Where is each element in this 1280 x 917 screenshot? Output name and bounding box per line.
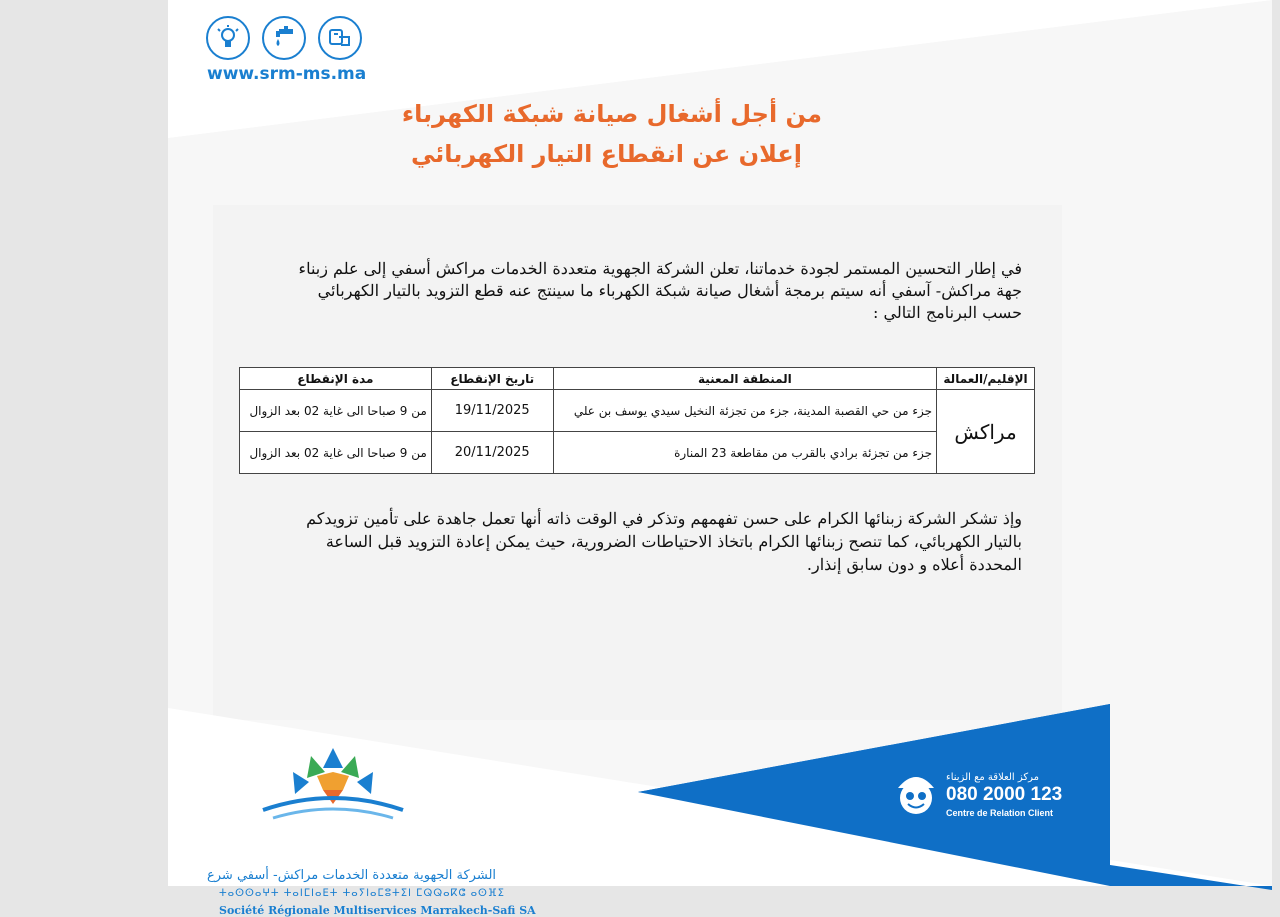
company-logo xyxy=(193,742,536,917)
call-center-block xyxy=(888,762,1088,832)
duration-cell: من 9 صباحا الى غاية 02 بعد الزوال xyxy=(240,390,432,432)
announcement-subtitle: إعلان عن انقطاع التيار الكهربائي xyxy=(411,140,802,168)
intro-line: في إطار التحسين المستمر لجودة خدماتنا، تعلن الشركة الجهوية متعددة الخدمات مراكش أسفي إلى علم زبناء xyxy=(298,259,1022,278)
closing-line: المحددة أعلاه و دون سابق إنذار. xyxy=(806,555,1022,574)
closing-line: وإذ تشكر الشركة زبنائها الكرام على حسن تفهمهم وتذكر في الوقت ذاته أنها تعمل جاهدة على تأمين تزويدكم xyxy=(306,509,1022,528)
closing-line: بالتيار الكهربائي، كما تنصح زبنائها الكرام باتخاذ الاحتياطات الضرورية، حيث يمكن إعادة التزويد قبل الساعة xyxy=(325,532,1022,551)
announcement-sheet xyxy=(168,0,1272,917)
lightbulb-icon xyxy=(206,16,250,60)
website-link[interactable]: www.srm-ms.ma xyxy=(207,64,367,84)
logo-emblem-icon xyxy=(253,746,413,836)
header-area: المنطقة المعنية xyxy=(553,368,936,390)
footer-band xyxy=(168,700,1272,917)
outage-schedule-table xyxy=(239,367,1035,474)
date-cell: 20/11/2025 xyxy=(431,432,553,474)
table-row xyxy=(240,390,1035,432)
call-center-label-french: Centre de Relation Client xyxy=(946,808,1054,818)
closing-paragraph xyxy=(222,507,1022,576)
company-name-arabic: الشركة الجهوية متعددة الخدمات مراكش- أسفي شرع xyxy=(207,868,497,883)
table-row xyxy=(240,432,1035,474)
call-center-label-arabic: مركز العلاقة مع الزبناء xyxy=(946,772,1040,783)
area-cell: جزء من حي القصبة المدينة، جزء من تجزئة النخيل سيدي يوسف بن علي xyxy=(553,390,936,432)
intro-paragraph xyxy=(242,258,1022,324)
company-name-french: Société Régionale Multiservices Marrakech-Safi SA xyxy=(219,904,536,917)
intro-line: حسب البرنامج التالي : xyxy=(873,303,1022,322)
date-cell: 19/11/2025 xyxy=(431,390,553,432)
content-panel xyxy=(213,205,1062,720)
area-cell: جزء من تجزئة برادي بالقرب من مقاطعة 23 المنارة xyxy=(553,432,936,474)
call-center-mascot-icon xyxy=(890,766,942,822)
service-icons xyxy=(206,16,362,60)
hand-wash-icon xyxy=(318,16,362,60)
water-tap-icon xyxy=(262,16,306,60)
province-cell: مراكش xyxy=(937,390,1035,474)
intro-line: جهة مراكش- آسفي أنه سيتم برمجة أشغال صيانة شبكة الكهرباء ما سينتج عنه قطع التزويد بالتيار الكهربائي xyxy=(317,281,1022,300)
company-name-tifinagh: ⵜⴰⵙⵙⴰⵖⵜ ⵜⴰⵏⵎⵏⴰⴹⵜ ⵜⴰⵢⵏⴰⵎⵓⵜⵉⵏ ⵎⵕⵕⴰⴽⵛ ⴰⵙⴼⵉ xyxy=(219,888,505,899)
duration-cell: من 9 صباحا الى غاية 02 بعد الزوال xyxy=(240,432,432,474)
announcement-title: من أجل أشغال صيانة شبكة الكهرباء xyxy=(401,100,822,128)
header-duration: مدة الإنقطاع xyxy=(240,368,432,390)
call-center-phone[interactable]: 080 2000 123 xyxy=(946,784,1063,805)
header-province: الإقليم/العمالة xyxy=(937,368,1035,390)
header-date: تاريخ الإنقطاع xyxy=(431,368,553,390)
table-header-row xyxy=(240,368,1035,390)
